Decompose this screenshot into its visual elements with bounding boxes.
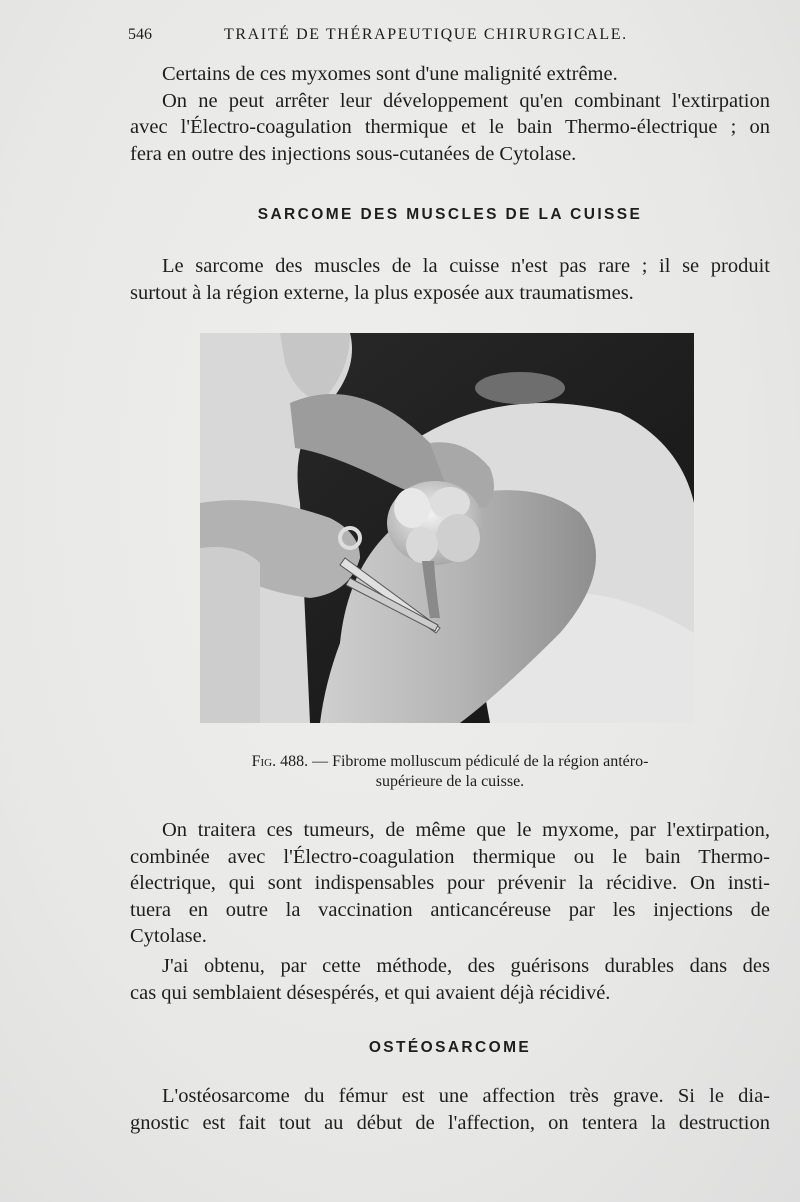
text-line: électrique, qui sont indispensables pour prévenir la récidive. On insti- (130, 872, 770, 894)
text-line: On ne peut arrêter leur développement qu'en combinant l'extirpation (162, 89, 770, 112)
figure-caption (200, 752, 700, 792)
surgical-photograph (200, 333, 694, 723)
text-line: L'ostéosarcome du fémur est une affection très grave. Si le dia- (162, 1085, 770, 1107)
text-line: Cytolase. (130, 925, 207, 947)
caption-line-2: supérieure de la cuisse. (375, 773, 525, 790)
text-line: On traitera ces tumeurs, de même que le myxome, par l'extirpation, (162, 819, 770, 841)
intro-paragraph (130, 61, 770, 167)
text-line: Certains de ces myxomes sont d'une malignité extrême. (162, 63, 618, 85)
sarcome-paragraph (130, 253, 770, 306)
results-paragraph (130, 953, 770, 1006)
section-heading-sarcome: SARCOME DES MUSCLES DE LA CUISSE (257, 206, 643, 223)
text-line: surtout à la région externe, la plus exposée aux traumatismes. (130, 281, 634, 304)
running-title: TRAITÉ DE THÉRAPEUTIQUE CHIRURGICALE. (224, 26, 628, 43)
osteosarcome-paragraph (130, 1083, 770, 1136)
text-line: fera en outre des injections sous-cutanées de Cytolase. (130, 142, 577, 165)
text-line: avec l'Électro-coagulation thermique et le bain Thermo-électrique ; on (130, 116, 770, 138)
section-heading-osteosarcome: OSTÉOSARCOME (368, 1039, 532, 1056)
text-line: cas qui semblaient désespérés, et qui avaient déjà récidivé. (130, 981, 611, 1004)
treatment-paragraph (130, 817, 770, 950)
text-line: gnostic est fait tout au début de l'affection, on tentera la destruction (130, 1111, 770, 1134)
caption-line-1: — Fibrome molluscum pédiculé de la région antéro- (308, 753, 649, 770)
tumor-mass (387, 481, 483, 565)
text-line: combinée avec l'Électro-coagulation thermique ou le bain Thermo- (130, 845, 770, 868)
text-line: tuera en outre la vaccination anticancéreuse par les injections de (130, 898, 770, 921)
page-number: 546 (128, 26, 152, 43)
running-head (128, 26, 768, 48)
text-line: J'ai obtenu, par cette méthode, des guérisons durables dans des (162, 955, 770, 977)
photo-illustration (200, 333, 694, 723)
figure-label: Fig. 488. (251, 753, 309, 770)
text-line: Le sarcome des muscles de la cuisse n'est pas rare ; il se produit (162, 255, 770, 277)
